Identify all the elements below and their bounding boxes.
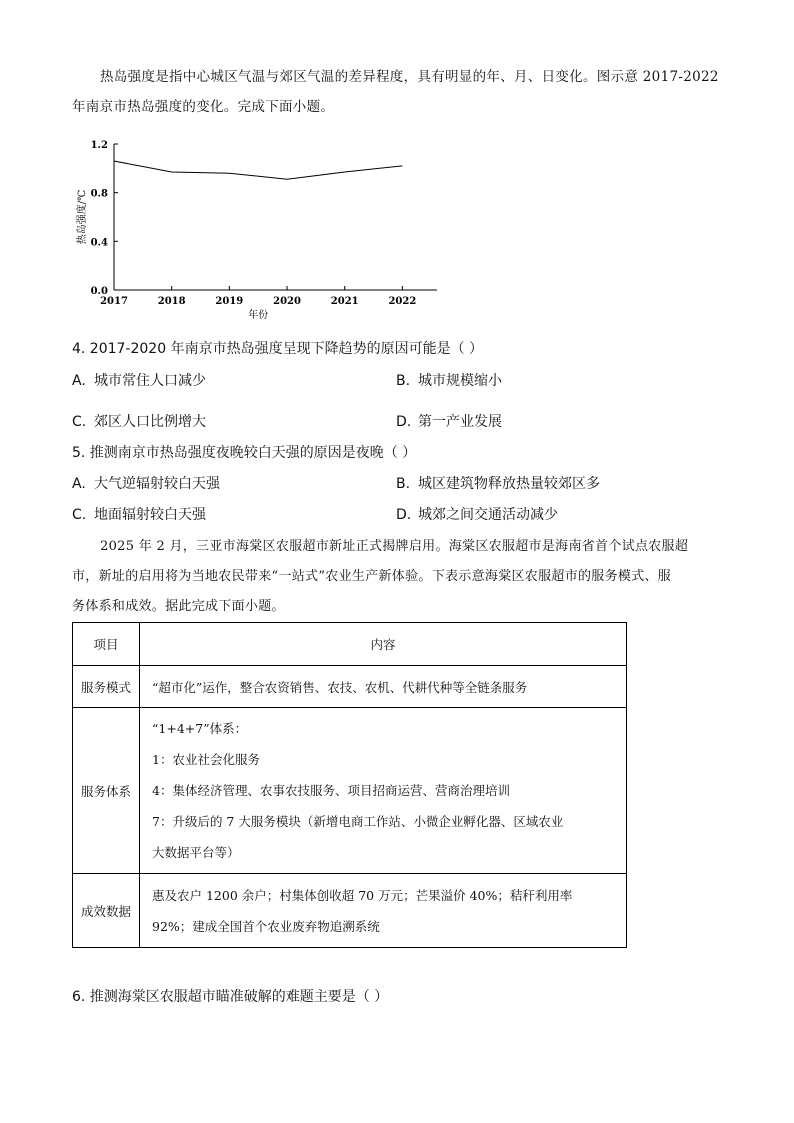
heat-island-series-line bbox=[114, 161, 402, 179]
q4-option-c-label: C. bbox=[72, 414, 87, 430]
question-5-stem: 5. 推测南京市热岛强度夜晚较白天强的原因是夜晚（ ） bbox=[72, 445, 417, 461]
row2-line-5: 大数据平台等） bbox=[152, 845, 240, 860]
row2-content bbox=[140, 708, 627, 874]
q4-option-a-text: 城市常住人口减少 bbox=[94, 373, 206, 389]
q4-option-b-label: B. bbox=[396, 373, 411, 389]
q4-option-b-text: 城市规模缩小 bbox=[418, 373, 502, 389]
q4-option-d-text: 第一产业发展 bbox=[418, 414, 502, 430]
y-tick-label: 0.4 bbox=[90, 237, 108, 249]
x-tick-label: 2017 bbox=[100, 296, 128, 307]
row2-line-3: 4：集体经济管理、农事农技服务、项目招商运营、营商治理培训 bbox=[152, 783, 510, 798]
table-header-item: 项目 bbox=[73, 623, 140, 666]
y-axis-label: 热岛强度/℃ bbox=[77, 189, 88, 245]
table-header-content: 内容 bbox=[140, 623, 627, 666]
q5-option-c[interactable] bbox=[72, 504, 206, 524]
intro2-line-2: 市，新址的启用将为当地农民带来“一站式”农业生产新体验。下表示意海棠区农服超市的服务模式、服 bbox=[72, 569, 672, 584]
table-row-service-mode bbox=[73, 666, 627, 708]
x-axis-label: 年份 bbox=[248, 310, 269, 321]
row1-content: “超市化”运作，整合农资销售、农技、农机、代耕代种等全链条服务 bbox=[140, 666, 627, 708]
row2-line-4: 7：升级后的 7 大服务模块（新增电商工作站、小微企业孵化器、区域农业 bbox=[152, 814, 564, 829]
q4-option-b[interactable] bbox=[396, 370, 502, 390]
q5-option-d-text: 城郊之间交通活动减少 bbox=[418, 507, 558, 523]
y-tick-label: 0.8 bbox=[90, 188, 108, 200]
q5-option-b-text: 城区建筑物释放热量较郊区多 bbox=[418, 476, 600, 492]
q5-option-a[interactable] bbox=[72, 473, 220, 493]
x-tick-label: 2019 bbox=[215, 296, 244, 307]
row2-line-1: “1+4+7”体系： bbox=[152, 721, 248, 736]
row3-line-1: 惠及农户 1200 余户；村集体创收超 70 万元；芒果溢价 40%；秸秆利用率 bbox=[152, 887, 573, 903]
q5-option-c-label: C. bbox=[72, 507, 87, 523]
x-tick-label: 2020 bbox=[273, 296, 301, 307]
row3-item: 成效数据 bbox=[73, 874, 140, 948]
q5-option-b-label: B. bbox=[396, 476, 411, 492]
table-header-row bbox=[73, 623, 627, 666]
q5-option-d[interactable] bbox=[396, 504, 558, 524]
intro2-line-3: 务体系和成效。据此完成下面小题。 bbox=[72, 599, 285, 614]
y-tick-label: 1.2 bbox=[90, 140, 108, 151]
x-tick-label: 2021 bbox=[330, 296, 359, 307]
row2-line-2: 1：农业社会化服务 bbox=[152, 752, 260, 767]
x-tick-label: 2018 bbox=[157, 296, 186, 307]
q5-option-a-text: 大气逆辐射较白天强 bbox=[94, 476, 220, 492]
intro-line-1: 热岛强度是指中心城区气温与郊区气温的差异程度，具有明显的年、月、日变化。图示意 2017-2022 bbox=[100, 69, 719, 85]
question-4-stem: 4. 2017-2020 年南京市热岛强度呈现下降趋势的原因可能是（ ） bbox=[72, 341, 484, 357]
row3-line-2: 92%；建成全国首个农业废弃物追溯系统 bbox=[152, 918, 380, 934]
q4-option-a-label: A. bbox=[72, 373, 86, 389]
y-tick-label: 0.0 bbox=[90, 286, 108, 297]
question-6-stem: 6. 推测海棠区农服超市瞄准破解的难题主要是（ ） bbox=[72, 989, 389, 1005]
row2-item: 服务体系 bbox=[73, 708, 140, 874]
q5-option-c-text: 地面辐射较白天强 bbox=[94, 507, 206, 523]
q5-option-a-label: A. bbox=[72, 476, 86, 492]
intro2-line-1: 2025 年 2 月，三亚市海棠区农服超市新址正式揭牌启用。海棠区农服超市是海南省首个试点农服超 bbox=[100, 539, 689, 554]
q4-option-c[interactable] bbox=[72, 411, 206, 431]
intro-line-2: 年南京市热岛强度的变化。完成下面小题。 bbox=[72, 99, 335, 115]
row3-content bbox=[140, 874, 627, 948]
row1-item: 服务模式 bbox=[73, 666, 140, 708]
q5-option-d-label: D. bbox=[396, 507, 412, 523]
q4-option-c-text: 郊区人口比例增大 bbox=[94, 414, 206, 430]
intro-paragraph-2 bbox=[72, 532, 722, 622]
q4-option-d[interactable] bbox=[396, 411, 502, 431]
chart-layer bbox=[75, 140, 437, 321]
q4-option-d-label: D. bbox=[396, 414, 412, 430]
intro-paragraph-1 bbox=[72, 62, 722, 122]
table-row-results bbox=[73, 874, 627, 948]
heat-island-chart bbox=[72, 132, 452, 327]
service-info-table bbox=[72, 622, 627, 948]
q4-option-a[interactable] bbox=[72, 370, 206, 390]
q5-option-b[interactable] bbox=[396, 473, 600, 493]
x-tick-label: 2022 bbox=[388, 296, 417, 307]
table-row-service-system bbox=[73, 708, 627, 874]
